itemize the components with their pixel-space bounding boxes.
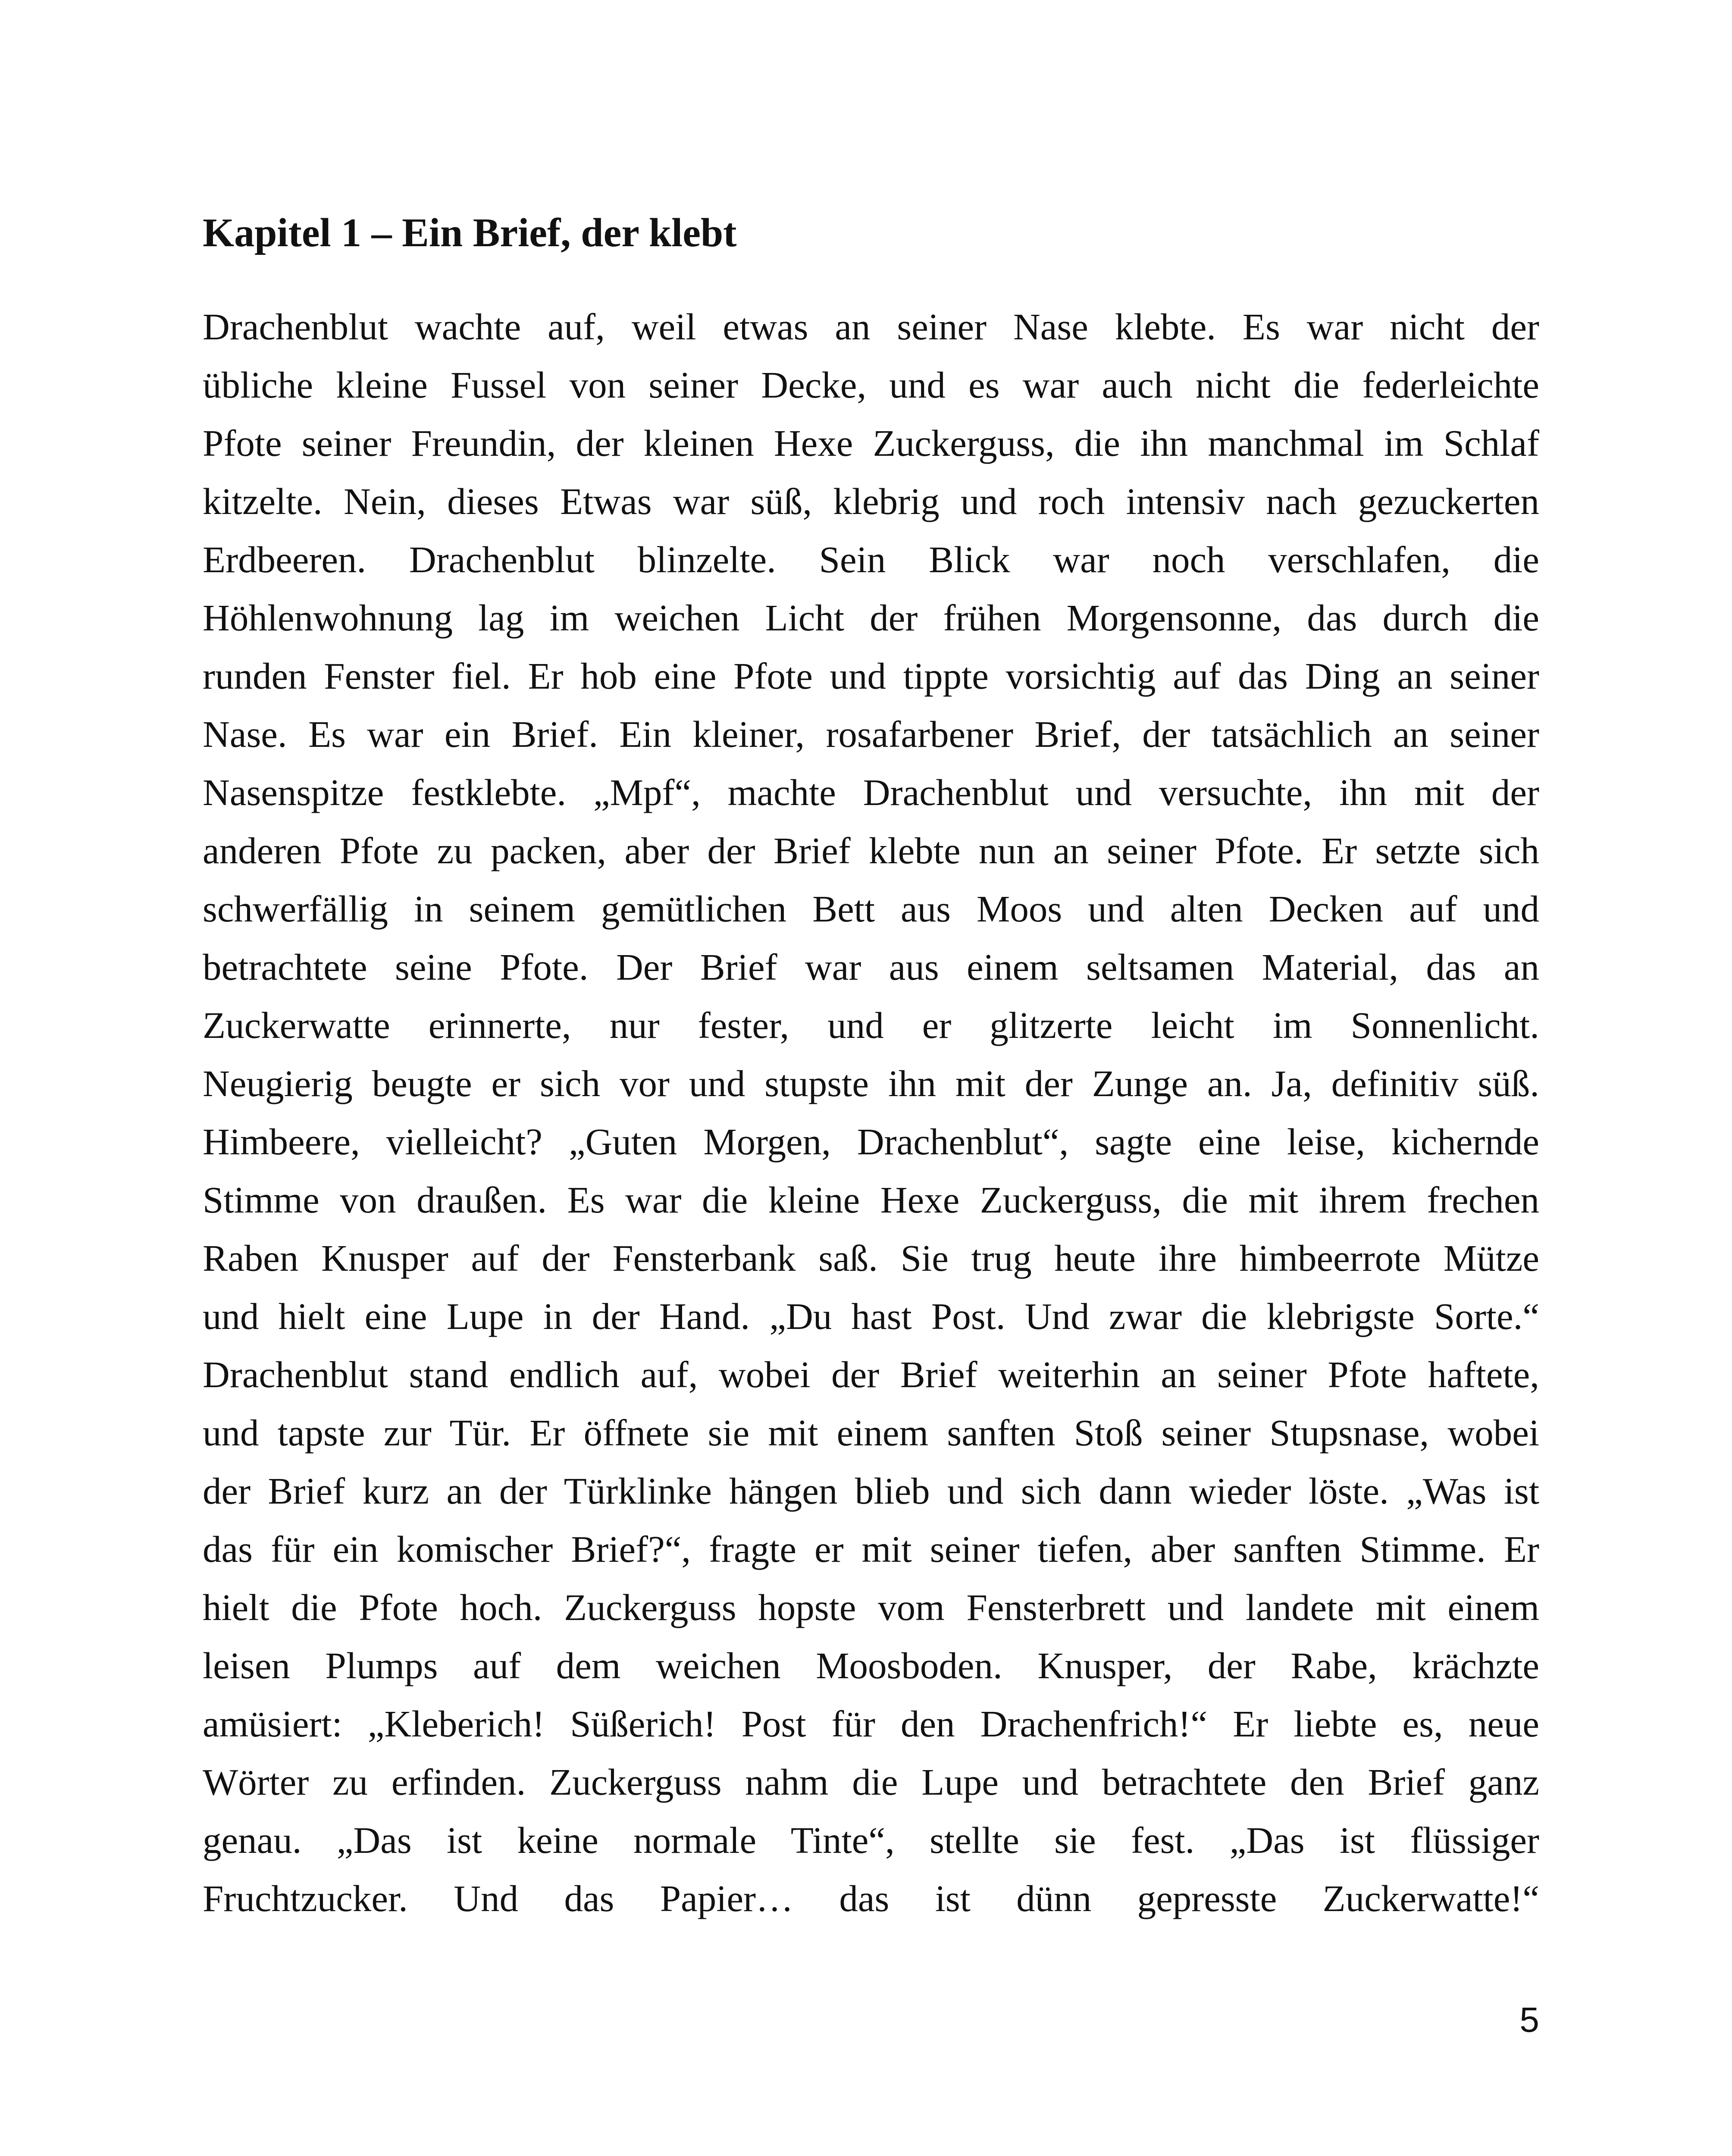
chapter-body-text [203,298,1539,1927]
text-line-13: Zuckerwatte erinnerte, nur fester, und er glitzerte leicht im Sonnenlicht. [203,1004,1539,1046]
text-line-22: das für ein komischer Brief?“, fragte er mit seiner tiefen, aber sanften Stimme. Er [203,1528,1539,1570]
text-line-3: Pfote seiner Freundin, der kleinen Hexe Zuckerguss, die ihn manchmal im Schlaf [203,422,1539,464]
chapter-title: Kapitel 1 – Ein Brief, der klebt [203,210,737,255]
text-line-5: Erdbeeren. Drachenblut blinzelte. Sein Blick war noch verschlafen, die [203,539,1539,580]
text-line-28: Fruchtzucker. Und das Papier… das ist dünn gepresste Zuckerwatte!“ [203,1877,1539,1919]
text-line-27: genau. „Das ist keine normale Tinte“, stellte sie fest. „Das ist flüssiger [203,1819,1539,1861]
text-line-12: betrachtete seine Pfote. Der Brief war aus einem seltsamen Material, das an [203,946,1539,988]
text-line-21: der Brief kurz an der Türklinke hängen blieb und sich dann wieder löste. „Was ist [203,1470,1539,1512]
text-line-2: übliche kleine Fussel von seiner Decke, und es war auch nicht die federleichte [203,364,1539,406]
page-number: 5 [1519,2000,1539,2040]
text-line-17: Raben Knusper auf der Fensterbank saß. Sie trug heute ihre himbeerrote Mütze [203,1237,1539,1279]
text-line-26: Wörter zu erfinden. Zuckerguss nahm die Lupe und betrachtete den Brief ganz [203,1761,1539,1803]
text-line-20: und tapste zur Tür. Er öffnete sie mit einem sanften Stoß seiner Stupsnase, wobei [203,1412,1539,1454]
text-line-1: Drachenblut wachte auf, weil etwas an seiner Nase klebte. Es war nicht der [203,306,1539,348]
text-line-25: amüsiert: „Kleberich! Süßerich! Post für den Drachenfrich!“ Er liebte es, neue [203,1703,1539,1745]
text-line-11: schwerfällig in seinem gemütlichen Bett aus Moos und alten Decken auf und [203,888,1539,930]
text-line-8: Nase. Es war ein Brief. Ein kleiner, rosafarbener Brief, der tatsächlich an seiner [203,713,1539,755]
text-line-10: anderen Pfote zu packen, aber der Brief klebte nun an seiner Pfote. Er setzte sich [203,830,1539,871]
text-line-14: Neugierig beugte er sich vor und stupste ihn mit der Zunge an. Ja, definitiv süß. [203,1062,1539,1104]
text-line-9: Nasenspitze festklebte. „Mpf“, machte Drachenblut und versuchte, ihn mit der [203,771,1539,813]
text-line-19: Drachenblut stand endlich auf, wobei der Brief weiterhin an seiner Pfote haftete, [203,1354,1539,1395]
text-line-18: und hielt eine Lupe in der Hand. „Du hast Post. Und zwar die klebrigste Sorte.“ [203,1295,1539,1337]
text-line-7: runden Fenster fiel. Er hob eine Pfote und tippte vorsichtig auf das Ding an seiner [203,655,1539,697]
text-line-4: kitzelte. Nein, dieses Etwas war süß, klebrig und roch intensiv nach gezuckerten [203,480,1539,522]
text-line-16: Stimme von draußen. Es war die kleine Hexe Zuckerguss, die mit ihrem frechen [203,1179,1539,1221]
text-line-24: leisen Plumps auf dem weichen Moosboden. Knusper, der Rabe, krächzte [203,1645,1539,1686]
text-line-6: Höhlenwohnung lag im weichen Licht der frühen Morgensonne, das durch die [203,597,1539,639]
text-line-15: Himbeere, vielleicht? „Guten Morgen, Drachenblut“, sagte eine leise, kichernde [203,1121,1539,1163]
text-line-23: hielt die Pfote hoch. Zuckerguss hopste vom Fensterbrett und landete mit einem [203,1586,1539,1628]
